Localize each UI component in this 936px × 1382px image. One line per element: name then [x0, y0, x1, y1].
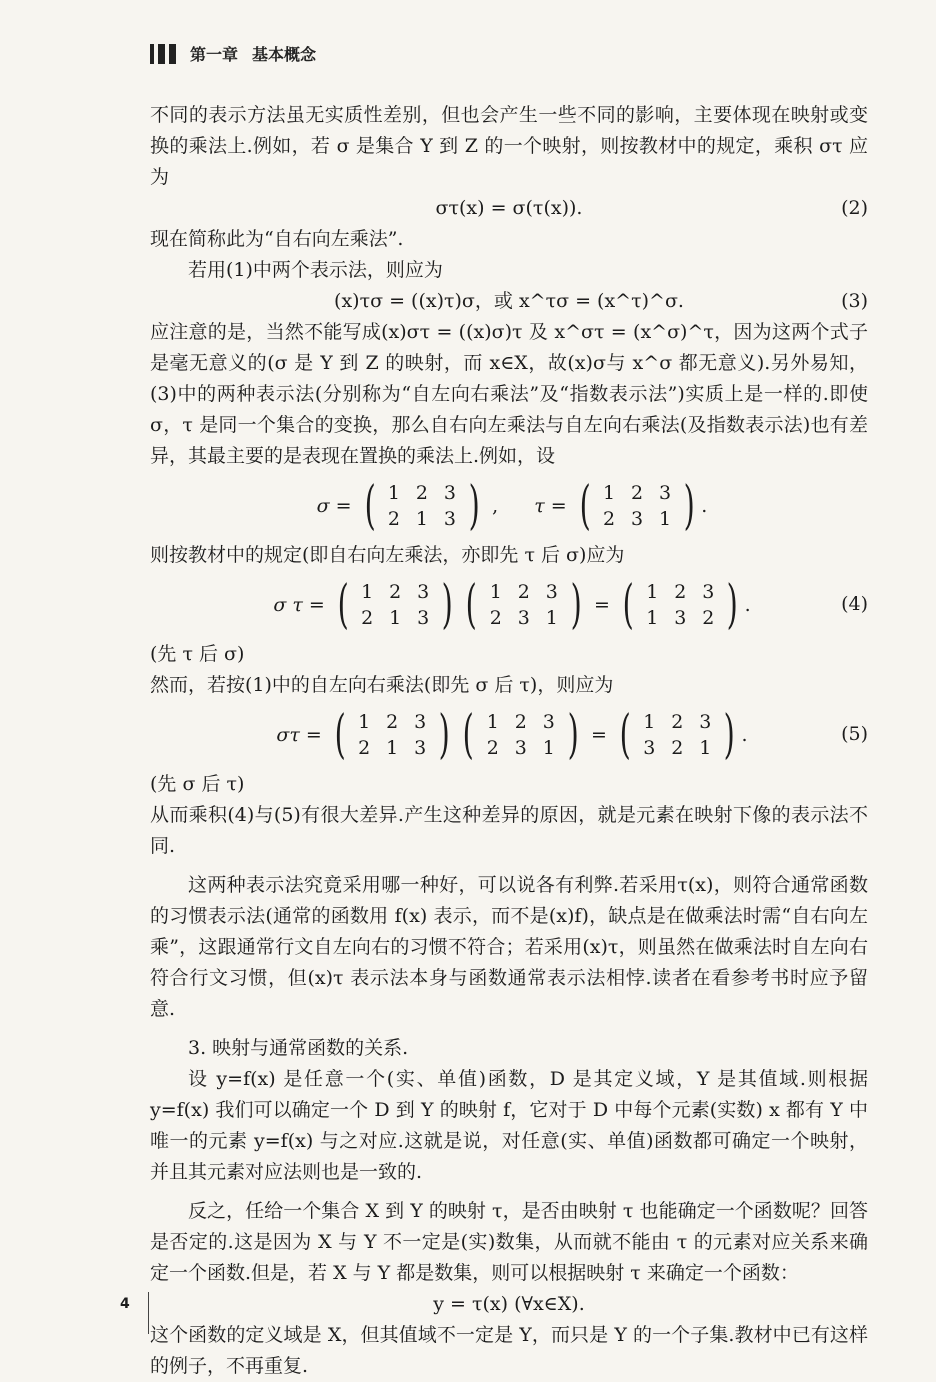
- footer-rule: [148, 1292, 149, 1334]
- matrix-entry: 3: [699, 711, 712, 733]
- matrix-entry: 1: [415, 508, 428, 530]
- paragraph: 若用(1)中两个表示法，则应为: [188, 259, 443, 281]
- matrix-entry: 3: [414, 711, 427, 733]
- equation-4: σ τ = ( 1 2 3 2 1 3 ) ( 1 2 3 2 3 1 ) = ( 1 2 3 1 3 2 ) . (4): [273, 575, 868, 635]
- paragraph: 不同的表示方法虽无实质性差别，但也会产生一些不同的影响，主要体现在映射或变换的乘法上.例如，若 σ 是集合 Y 到 Z 的一个映射，则按教材中的规定，乘积 στ 应为: [150, 104, 868, 188]
- matrix-definition: σ = ( 1 2 3 2 1 3 ) , τ = ( 1 2 3 2 3 1 ) .: [316, 476, 708, 536]
- matrix-entry: 2: [387, 508, 400, 530]
- equation-text: y = τ(x) (∀x∈X).: [433, 1293, 585, 1315]
- matrix-entry: 1: [643, 711, 656, 733]
- equation-number: (2): [841, 197, 868, 219]
- equation-number: (3): [841, 290, 868, 312]
- matrix-entry: 1: [486, 711, 499, 733]
- matrix-entry: 2: [389, 581, 402, 603]
- matrix-entry: 2: [671, 711, 684, 733]
- paragraph: 然而，若按(1)中的自左向右乘法(即先 σ 后 τ)，则应为: [150, 674, 614, 696]
- matrix-entry: 1: [387, 482, 400, 504]
- paragraph: 则按教材中的规定(即自右向左乘法，亦即先 τ 后 σ)应为: [150, 544, 625, 566]
- matrix-entry: 1: [389, 607, 402, 629]
- paragraph: 这两种表示法究竟采用哪一种好，可以说各有利弊.若采用τ(x)，则符合通常函数的习惯表示法(通常的函数用 f(x) 表示，而不是(x)f)，缺点是在做乘法时需“自右向左乘”，这跟通常行文自左向右的习惯不符合；若采用(x)τ，则虽然在做乘法时自左向右符合行文习惯，但(x)τ 表示法本身与函数通常表示法相悖.读者在看参考书时应予留意.: [150, 874, 868, 1020]
- equation-2: [150, 193, 868, 224]
- paragraph: 设 y=f(x) 是任意一个(实、单值)函数，D 是其定义域，Y 是其值域.则根据 y=f(x) 我们可以确定一个 D 到 Y 的映射 f，它对于 D 中每个元素(实数) x 都有 Y 中唯一的元素 y=f(x) 与之对应.这就是说，对任意(实、单值)函数都可确定一个映射，并且其元素对应法则也是一致的.: [150, 1068, 868, 1183]
- paragraph: 从而乘积(4)与(5)有很大差异.产生这种差异的原因，就是元素在映射下像的表示法不同.: [150, 804, 868, 857]
- matrix-entry: 3: [443, 508, 456, 530]
- matrix-entry: 2: [630, 482, 644, 504]
- matrix-entry: 2: [489, 607, 502, 629]
- matrix-entry: 1: [658, 508, 672, 530]
- matrix-label: τ =: [534, 494, 567, 517]
- equals-sign: =: [594, 593, 610, 616]
- matrix-entry: 3: [417, 581, 430, 603]
- matrix-entry: 1: [602, 482, 616, 504]
- equation-text: στ(x) = σ(τ(x)).: [435, 197, 583, 219]
- matrix-tau: ( 1 2 3 2 3 1 ): [579, 476, 695, 536]
- running-header: [150, 42, 316, 65]
- section-heading: 3. 映射与通常函数的关系.: [188, 1037, 409, 1059]
- paragraph: 反之，任给一个集合 X 到 Y 的映射 τ，是否由映射 τ 也能确定一个函数呢？回答是否定的.这是因为 X 与 Y 不一定是(实)数集，从而就不能由 τ 的元素对应关系来确定一个函数.但是，若 X 与 Y 都是数集，则可以根据映射 τ 来确定一个函数：: [150, 1200, 868, 1284]
- equation-3: [150, 286, 868, 317]
- matrix-entry: 3: [545, 581, 558, 603]
- equation-number: (5): [841, 723, 868, 745]
- matrix-entry: 3: [414, 737, 427, 759]
- matrix-sigma: ( 1 2 3 2 1 3 ): [337, 575, 453, 635]
- matrix-product-5: ( 1 2 3 3 2 1 ): [619, 705, 735, 765]
- paragraph: 应注意的是，当然不能写成(x)στ = ((x)σ)τ 及 x^στ = (x^σ)^τ，因为这两个式子是毫无意义的(σ 是 Y 到 Z 的映射，而 x∈X，故(x)σ与 x^σ 都无意义).另外易知，(3)中的两种表示法(分别称为“自左向右乘法”及“指数表示法”)实质上是一样的.即使 σ，τ 是同一个集合的变换，那么自右向左乘法与自左向右乘法(及指数表示法)也有差异，其最主要的是表现在置换的乘法上.例如，设: [150, 321, 868, 467]
- matrix-entry: 2: [671, 737, 684, 759]
- matrix-sigma: ( 1 2 3 2 1 3 ): [364, 476, 480, 536]
- matrix-entry: 1: [386, 737, 399, 759]
- matrix-entry: 1: [699, 737, 712, 759]
- equation-5: στ = ( 1 2 3 2 1 3 ) ( 1 2 3 2 3 1 ) = ( 1 2 3 3 2 1 ) . (5): [276, 705, 868, 765]
- chapter-label: 第一章: [190, 45, 239, 64]
- matrix-entry: 3: [643, 737, 656, 759]
- matrix-entry: 2: [386, 711, 399, 733]
- matrix-entry: 2: [361, 607, 374, 629]
- equation-caption: (先 σ 后 τ): [150, 773, 245, 795]
- chapter-title: 基本概念: [252, 45, 317, 64]
- equation-6: [150, 1289, 868, 1320]
- header-bars-icon: [150, 44, 176, 64]
- matrix-label: σ =: [316, 494, 352, 517]
- matrix-entry: 3: [630, 508, 644, 530]
- matrix-entry: 2: [602, 508, 616, 530]
- matrix-entry: 2: [358, 737, 371, 759]
- matrix-entry: 1: [489, 581, 502, 603]
- matrix-entry: 2: [514, 711, 527, 733]
- matrix-entry: 3: [542, 711, 555, 733]
- matrix-entry: 2: [702, 607, 715, 629]
- matrix-entry: 1: [545, 607, 558, 629]
- matrix-entry: 2: [674, 581, 687, 603]
- matrix-entry: 2: [517, 581, 530, 603]
- matrix-entry: 2: [486, 737, 499, 759]
- matrix-entry: 1: [361, 581, 374, 603]
- matrix-tau: ( 1 2 3 2 3 1 ): [466, 575, 582, 635]
- matrix-entry: 3: [674, 607, 687, 629]
- matrix-entry: 1: [358, 711, 371, 733]
- matrix-label: στ =: [276, 723, 322, 746]
- matrix-entry: 1: [542, 737, 555, 759]
- equals-sign: =: [591, 723, 607, 746]
- matrix-tau: ( 1 2 3 2 3 1 ): [463, 705, 579, 765]
- matrix-entry: 3: [658, 482, 672, 504]
- matrix-entry: 1: [646, 607, 659, 629]
- matrix-entry: 3: [702, 581, 715, 603]
- matrix-entry: 3: [443, 482, 456, 504]
- matrix-entry: 1: [646, 581, 659, 603]
- matrix-entry: 2: [415, 482, 428, 504]
- page-body: [150, 100, 868, 1382]
- matrix-sigma: ( 1 2 3 2 1 3 ): [334, 705, 450, 765]
- matrix-entry: 3: [514, 737, 527, 759]
- equation-caption: (先 τ 后 σ): [150, 643, 245, 665]
- page-number: 4: [120, 1296, 130, 1312]
- equation-number: (4): [841, 593, 868, 615]
- equation-text: (x)τσ = ((x)τ)σ，或 x^τσ = (x^τ)^σ.: [334, 290, 684, 312]
- paragraph: 这个函数的定义域是 X，但其值域不一定是 Y，而只是 Y 的一个子集.教材中已有这样的例子，不再重复.: [150, 1324, 868, 1377]
- matrix-entry: 3: [417, 607, 430, 629]
- matrix-product-4: ( 1 2 3 1 3 2 ): [622, 575, 738, 635]
- matrix-label: σ τ =: [273, 593, 325, 616]
- paragraph: 现在简称此为“自右向左乘法”.: [150, 228, 404, 250]
- matrix-entry: 3: [517, 607, 530, 629]
